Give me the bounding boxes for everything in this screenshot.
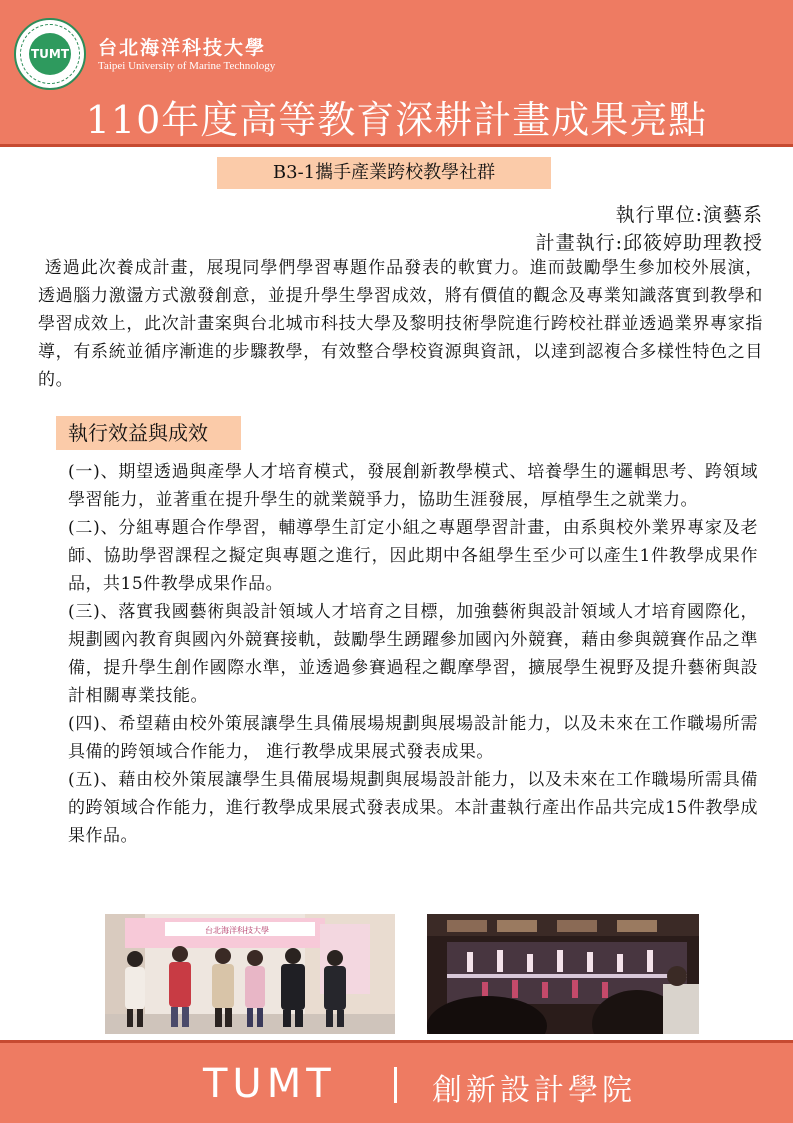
- execution-unit: 執行單位:演藝系: [615, 204, 763, 226]
- display-photo-illustration: [427, 914, 699, 1034]
- group-photo-illustration: [105, 914, 395, 1034]
- photo-banner-text: 台北海洋科技大學: [205, 926, 269, 935]
- result-item-4: (四)、希望藉由校外策展讓學生具備展場規劃與展場設計能力，以及未來在工作職場所需具備的跨領域合作能力， 進行教學成果展式發表成果。: [68, 714, 758, 762]
- intro-paragraph: 透過此次養成計畫，展現同學們學習專題作品發表的軟實力。進而鼓勵學生參加校外展演，透過腦力激盪方式激發創意，並提升學生學習成效，將有價值的觀念及專業知識落實到教學和學習成效上，此次計畫案與台北城市科技大學及黎明技術學院進行跨校社群並透過業界專家指導，有系統並循序漸進的步驟教學，有效整合學校資源與資訊，以達到認複合多樣性特色之目的。: [38, 258, 763, 390]
- result-item-1: (一)、期望透過與產學人才培育模式，發展創新教學模式、培養學生的邏輯思考、跨領域學習能力，並著重在提升學生的就業競爭力，協助生涯發展，厚植學生之就業力。: [68, 462, 758, 510]
- header-banner: [0, 0, 793, 147]
- results-list: [68, 458, 758, 850]
- exhibition-group-photo: [105, 914, 395, 1034]
- footer-banner: [0, 1040, 793, 1123]
- result-item-3: (三)、落實我國藝術與設計領域人才培育之目標，加強藝術與設計領域人才培育國際化，規劃國內教育與國內外競賽接軌，鼓勵學生踴躍參加國內外競賽，藉由參與競賽作品之準備，提升學生創作國際水準，並透過參賽過程之觀摩學習，擴展學生視野及提升藝術與設計相關專業技能。: [68, 602, 758, 706]
- result-item-2: (二)、分組專題合作學習，輔導學生訂定小組之專題學習計畫，由系與校外業界專家及老師、協助學習課程之擬定與專題之進行，因此期中各組學生至少可以產生1件教學成果作品，共15件教學成果作品。: [68, 518, 758, 594]
- exhibition-display-photo: [427, 914, 699, 1034]
- logo-emblem: TUMT: [29, 33, 71, 75]
- footer-brand: TUMT: [203, 1061, 336, 1107]
- project-subtitle: B3-1攜手產業跨校教學社群: [217, 157, 551, 189]
- page-title: 110年度高等教育深耕計畫成果亮點: [85, 98, 708, 142]
- university-name-zh: 台北海洋科技大學: [98, 37, 267, 59]
- footer-college-name: 創新設計學院: [432, 1073, 636, 1108]
- project-executor: 計畫執行:邱筱婷助理教授: [535, 232, 763, 254]
- result-item-5: (五)、藉由校外策展讓學生具備展場規劃與展場設計能力，以及未來在工作職場所需具備的跨領域合作能力，進行教學成果展式發表成果。本計畫執行產出作品共完成15件教學成果作品。: [68, 770, 758, 846]
- university-name-en: Taipei University of Marine Technology: [98, 60, 276, 72]
- university-logo: [14, 18, 86, 90]
- footer-divider: [394, 1067, 397, 1103]
- results-heading: 執行效益與成效: [56, 416, 241, 450]
